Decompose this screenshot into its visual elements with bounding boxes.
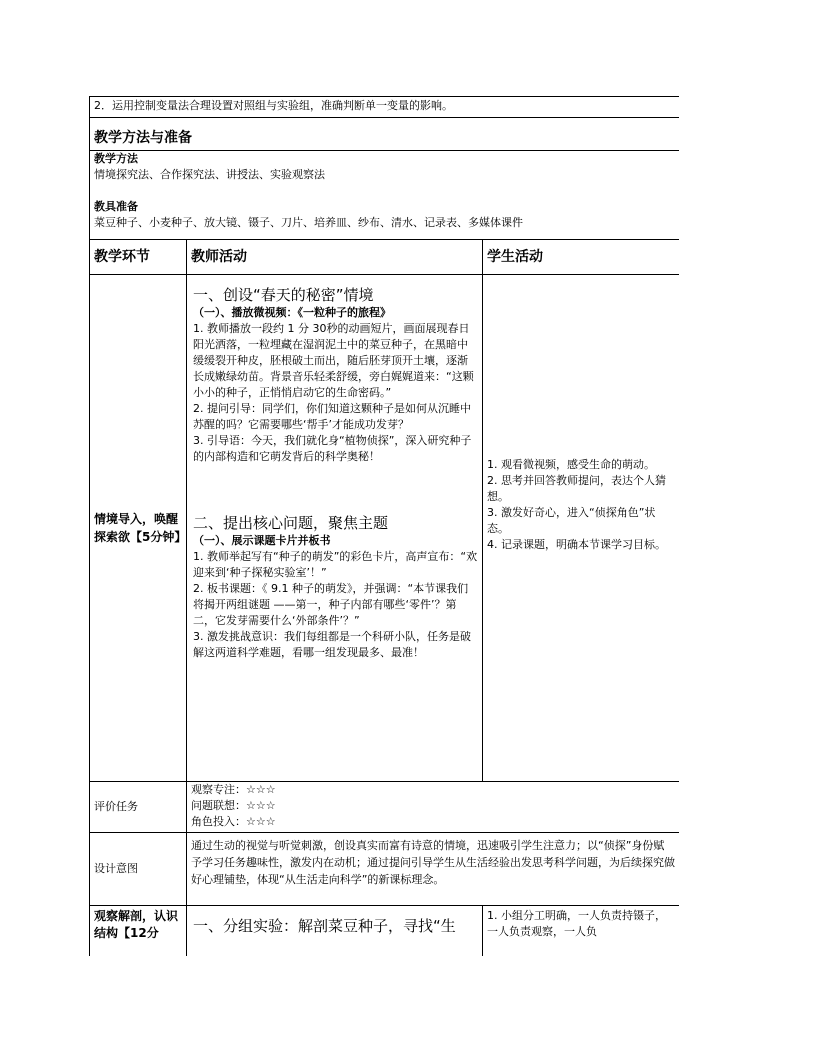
stage2-row [90, 906, 680, 957]
stage1-part1-subtitle: （一）、播放微视频：《一粒种子的旅程》 [193, 306, 391, 319]
evaluation-item-2: 问题联想：☆☆☆ [191, 799, 276, 812]
stage2-teacher-title: 一、分组实验：解剖菜豆种子，寻找“生 [193, 917, 456, 935]
objective-row [90, 97, 680, 118]
evaluation-item-3: 角色投入：☆☆☆ [191, 815, 276, 828]
objective-item-2: 2．运用控制变量法合理设置对照组与实验组，准确判断单一变量的影响。 [94, 99, 453, 112]
stage1-part1-p3: 3. 引导语：今天，我们就化身“植物侦探”，深入研究种子的内部构造和它萌发背后的科学奥秘！ [193, 434, 472, 463]
stage1-label: 情境导入，唤醒探索欲【5分钟】 [94, 512, 187, 544]
header-stage: 教学环节 [94, 249, 150, 265]
stage1-part1-p1: 1. 教师播放一段约 1 分 30秒的动画短片，画面展现春日阳光洒落，一粒埋藏在湿润泥土中的菜豆种子，在黑暗中缓缓裂开种皮，胚根破土而出，随后胚芽顶开土壤，逐渐长成嫩绿幼苗。背景音乐轻柔舒缓，旁白娓娓道来：“这颗小小的种子，正悄悄启动它的生命密码。” [193, 322, 474, 399]
method-text: 情境探究法、合作探究法、讲授法、实验观察法 [94, 168, 325, 181]
methods-heading-row [90, 118, 680, 151]
student-item-3: 3. 激发好奇心，进入“侦探角色”状态。 [487, 506, 656, 535]
evaluation-label: 评价任务 [94, 800, 138, 813]
evaluation-item-1: 观察专注：☆☆☆ [191, 783, 276, 796]
lesson-table [89, 96, 679, 956]
design-text: 通过生动的视觉与听觉刺激，创设真实而富有诗意的情境，迅速吸引学生注意力；以“侦探”身份赋予学习任务趣味性，激发内在动机；通过提问引导学生从生活经验出发思考科学问题，为后续探究做好心理铺垫，体现“从生活走向科学”的新课标理念。 [191, 839, 675, 886]
tools-title: 教具准备 [94, 200, 138, 213]
document-page [89, 96, 679, 956]
student-item-2: 2. 思考并回答教师提问，表达个人猜想。 [487, 474, 666, 503]
student-item-4: 4. 记录课题，明确本节课学习目标。 [487, 538, 666, 551]
header-student: 学生活动 [487, 249, 543, 265]
methods-heading: 教学方法与准备 [94, 130, 192, 146]
design-row [90, 833, 680, 906]
stage1-part2-p2: 2. 板书课题：《 9.1 种子的萌发》，并强调：“本节课我们将揭开两组谜题 ——第一，种子内部有哪些‘零件’？第二，它发芽需要什么‘外部条件’？” [193, 582, 469, 627]
stage1-part1-title: 一、创设“春天的秘密”情境 [193, 286, 374, 304]
stage1-part2-p3: 3. 激发挑战意识：我们每组都是一个科研小队，任务是破解这两道科学难题，看哪一组发现最多、最准！ [193, 630, 471, 659]
methods-row [90, 151, 680, 240]
design-label: 设计意图 [94, 862, 138, 875]
evaluation-row [90, 782, 680, 833]
stage1-part2-subtitle: （一）、展示课题卡片并板书 [193, 534, 331, 547]
stage2-student-text: 1. 小组分工明确，一人负责持镊子，一人负责观察，一人负 [487, 909, 666, 938]
student-item-1: 1. 观看微视频，感受生命的萌动。 [487, 458, 655, 471]
tools-text: 菜豆种子、小麦种子、放大镜、镊子、刀片、培养皿、纱布、清水、记录表、多媒体课件 [94, 216, 523, 229]
stage1-row [90, 275, 680, 782]
stage1-part1-p2: 2. 提问引导：同学们，你们知道这颗种子是如何从沉睡中苏醒的吗？它需要哪些‘帮手’才能成功发芽？ [193, 402, 471, 431]
table-header-row [90, 240, 680, 275]
stage2-label: 观察解剖，认识结构【12分 [94, 909, 179, 940]
stage1-part2-title: 二、提出核心问题，聚焦主题 [193, 514, 389, 532]
header-teacher: 教师活动 [191, 249, 247, 265]
stage1-part2-p1: 1. 教师举起写有“种子的萌发”的彩色卡片，高声宣布：“欢迎来到‘种子探秘实验室’！” [193, 550, 478, 579]
method-title: 教学方法 [94, 152, 138, 165]
